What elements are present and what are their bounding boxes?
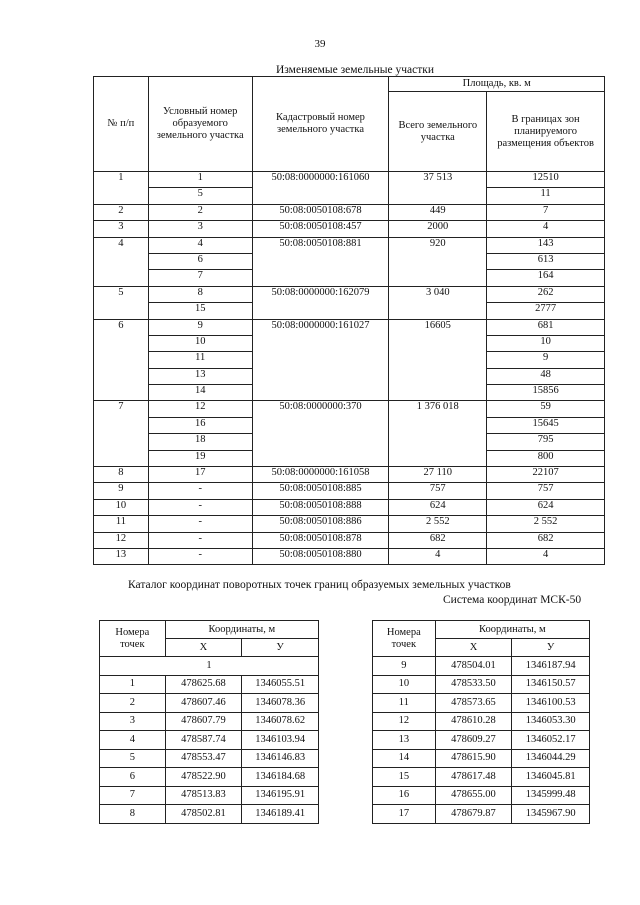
coordinate-y: 1346146.83 — [242, 749, 319, 768]
table-row — [94, 483, 605, 499]
row-number: 4 — [94, 237, 149, 286]
area-in-zones: 2 552 — [487, 516, 605, 532]
cadastral-number: 50:08:0050108:678 — [252, 204, 389, 220]
point-number: 7 — [100, 786, 166, 805]
header-x: X — [435, 639, 512, 657]
point-number: 2 — [100, 694, 166, 713]
conditional-number: 12 — [148, 401, 252, 417]
area-total: 624 — [389, 499, 487, 515]
coordinate-row — [373, 657, 590, 676]
row-number: 9 — [94, 483, 149, 499]
table-row — [94, 319, 605, 335]
coordinate-y: 1345967.90 — [512, 805, 590, 824]
table-row — [94, 401, 605, 417]
coordinate-y: 1346150.57 — [512, 675, 590, 694]
point-number: 12 — [373, 712, 436, 731]
cadastral-number: 50:08:0050108:878 — [252, 532, 389, 548]
area-in-zones: 10 — [487, 335, 605, 351]
conditional-number: 16 — [148, 417, 252, 433]
coordinate-x: 478533.50 — [435, 675, 512, 694]
table-row — [94, 499, 605, 515]
header-point-numbers: Номера точек — [100, 621, 166, 657]
cadastral-number: 50:08:0050108:886 — [252, 516, 389, 532]
header-area: Площадь, кв. м — [389, 77, 605, 92]
coordinate-row — [373, 694, 590, 713]
area-in-zones: 613 — [487, 253, 605, 269]
area-in-zones: 4 — [487, 548, 605, 564]
header-y: У — [512, 639, 590, 657]
point-number: 6 — [100, 768, 166, 787]
conditional-number: 15 — [148, 303, 252, 319]
row-number: 13 — [94, 548, 149, 564]
coordinate-y: 1346195.91 — [242, 786, 319, 805]
conditional-number: 10 — [148, 335, 252, 351]
area-in-zones: 2777 — [487, 303, 605, 319]
point-number: 3 — [100, 712, 166, 731]
cadastral-number: 50:08:0000000:161027 — [252, 319, 389, 401]
coordinate-x: 478573.65 — [435, 694, 512, 713]
coordinate-x: 478617.48 — [435, 768, 512, 787]
table-row — [94, 172, 605, 188]
conditional-number: 17 — [148, 467, 252, 483]
header-coordinates: Координаты, м — [165, 621, 318, 639]
area-in-zones: 681 — [487, 319, 605, 335]
row-number: 2 — [94, 204, 149, 220]
area-in-zones: 143 — [487, 237, 605, 253]
coordinate-row — [100, 731, 319, 750]
land-table-title: Изменяемые земельные участки — [276, 64, 434, 76]
header-x: X — [165, 639, 242, 657]
conditional-number: 1 — [148, 172, 252, 188]
header-point-numbers: Номера точек — [373, 621, 436, 657]
area-in-zones: 22107 — [487, 467, 605, 483]
table-row — [94, 548, 605, 564]
conditional-number: 9 — [148, 319, 252, 335]
row-number: 1 — [94, 172, 149, 205]
area-in-zones: 11 — [487, 188, 605, 204]
coordinate-row — [373, 749, 590, 768]
header-num: № п/п — [94, 77, 149, 172]
area-total: 682 — [389, 532, 487, 548]
point-number: 8 — [100, 805, 166, 824]
point-number: 13 — [373, 731, 436, 750]
area-in-zones: 682 — [487, 532, 605, 548]
header-conditional-number: Условный номер образуемого земельного участка — [148, 77, 252, 172]
table-row — [94, 221, 605, 237]
conditional-number: - — [148, 516, 252, 532]
conditional-number: 8 — [148, 286, 252, 302]
coordinate-y: 1346100.53 — [512, 694, 590, 713]
coordinate-row — [373, 805, 590, 824]
row-number: 10 — [94, 499, 149, 515]
catalog-title: Каталог координат поворотных точек границ образуемых земельных участков — [128, 579, 511, 591]
conditional-number: 11 — [148, 352, 252, 368]
area-total: 2000 — [389, 221, 487, 237]
area-total: 4 — [389, 548, 487, 564]
point-number: 17 — [373, 805, 436, 824]
area-in-zones: 59 — [487, 401, 605, 417]
coordinate-x: 478625.68 — [165, 675, 242, 694]
conditional-number: - — [148, 483, 252, 499]
coordinate-row — [373, 675, 590, 694]
area-in-zones: 15645 — [487, 417, 605, 433]
area-in-zones: 624 — [487, 499, 605, 515]
header-cadastral-number: Кадастровый номер земельного участка — [252, 77, 389, 172]
area-total: 449 — [389, 204, 487, 220]
point-number: 15 — [373, 768, 436, 787]
coordinate-y: 1346189.41 — [242, 805, 319, 824]
coordinate-y: 1345999.48 — [512, 786, 590, 805]
coordinate-x: 478513.83 — [165, 786, 242, 805]
coordinate-x: 478553.47 — [165, 749, 242, 768]
row-number: 8 — [94, 467, 149, 483]
coordinate-x: 478504.01 — [435, 657, 512, 676]
land-plots-table — [93, 76, 605, 565]
area-in-zones: 800 — [487, 450, 605, 466]
header-area-zones: В границах зон планируемого размещения объектов — [487, 92, 605, 172]
cadastral-number: 50:08:0050108:457 — [252, 221, 389, 237]
conditional-number: 7 — [148, 270, 252, 286]
area-total: 2 552 — [389, 516, 487, 532]
coordinate-row — [373, 712, 590, 731]
cadastral-number: 50:08:0000000:370 — [252, 401, 389, 467]
point-number: 16 — [373, 786, 436, 805]
conditional-number: - — [148, 499, 252, 515]
point-number: 10 — [373, 675, 436, 694]
point-number: 14 — [373, 749, 436, 768]
coordinate-y: 1346078.62 — [242, 712, 319, 731]
coordinate-x: 478607.79 — [165, 712, 242, 731]
conditional-number: 19 — [148, 450, 252, 466]
point-number: 4 — [100, 731, 166, 750]
coordinate-x: 478607.46 — [165, 694, 242, 713]
coordinate-row — [100, 712, 319, 731]
area-in-zones: 262 — [487, 286, 605, 302]
area-in-zones: 7 — [487, 204, 605, 220]
coordinate-row — [100, 675, 319, 694]
row-number: 12 — [94, 532, 149, 548]
conditional-number: 5 — [148, 188, 252, 204]
conditional-number: 18 — [148, 434, 252, 450]
coordinate-y: 1346052.17 — [512, 731, 590, 750]
cadastral-number: 50:08:0050108:880 — [252, 548, 389, 564]
coordinate-system-label: Система координат МСК-50 — [443, 594, 582, 606]
header-y: У — [242, 639, 319, 657]
table-row — [94, 286, 605, 302]
coordinate-x: 478615.90 — [435, 749, 512, 768]
coordinate-x: 478679.87 — [435, 805, 512, 824]
cadastral-number: 50:08:0000000:161060 — [252, 172, 389, 205]
header-area-total: Всего земельного участка — [389, 92, 487, 172]
table-row — [94, 516, 605, 532]
cadastral-number: 50:08:0050108:881 — [252, 237, 389, 286]
coordinate-x: 478609.27 — [435, 731, 512, 750]
cadastral-number: 50:08:0000000:162079 — [252, 286, 389, 319]
coordinate-row — [100, 768, 319, 787]
point-number: 5 — [100, 749, 166, 768]
table-row — [94, 204, 605, 220]
point-number: 9 — [373, 657, 436, 676]
coordinates-table-right — [372, 620, 590, 824]
coordinate-y: 1346103.94 — [242, 731, 319, 750]
conditional-number: - — [148, 548, 252, 564]
coordinate-row — [373, 768, 590, 787]
coordinate-row — [100, 694, 319, 713]
section-label: 1 — [100, 657, 319, 676]
coordinate-y: 1346045.81 — [512, 768, 590, 787]
coordinate-x: 478610.28 — [435, 712, 512, 731]
coordinate-row — [373, 786, 590, 805]
point-number: 11 — [373, 694, 436, 713]
coordinate-x: 478655.00 — [435, 786, 512, 805]
area-in-zones: 48 — [487, 368, 605, 384]
coordinate-x: 478522.90 — [165, 768, 242, 787]
coordinate-x: 478587.74 — [165, 731, 242, 750]
cadastral-number: 50:08:0000000:161058 — [252, 467, 389, 483]
area-in-zones: 15856 — [487, 385, 605, 401]
table-row — [94, 467, 605, 483]
cadastral-number: 50:08:0050108:885 — [252, 483, 389, 499]
coordinate-y: 1346184.68 — [242, 768, 319, 787]
coordinate-row — [100, 805, 319, 824]
row-number: 3 — [94, 221, 149, 237]
table-row — [94, 532, 605, 548]
conditional-number: 2 — [148, 204, 252, 220]
coordinates-table-left — [99, 620, 319, 824]
table-row — [94, 237, 605, 253]
conditional-number: 4 — [148, 237, 252, 253]
area-total: 757 — [389, 483, 487, 499]
header-coordinates: Координаты, м — [435, 621, 589, 639]
area-total: 920 — [389, 237, 487, 286]
area-total: 37 513 — [389, 172, 487, 205]
area-in-zones: 795 — [487, 434, 605, 450]
coordinate-y: 1346187.94 — [512, 657, 590, 676]
coordinate-row — [100, 749, 319, 768]
area-total: 1 376 018 — [389, 401, 487, 467]
coordinate-x: 478502.81 — [165, 805, 242, 824]
conditional-number: 3 — [148, 221, 252, 237]
coordinate-y: 1346055.51 — [242, 675, 319, 694]
row-number: 6 — [94, 319, 149, 401]
area-total: 27 110 — [389, 467, 487, 483]
area-total: 16605 — [389, 319, 487, 401]
area-total: 3 040 — [389, 286, 487, 319]
row-number: 5 — [94, 286, 149, 319]
area-in-zones: 12510 — [487, 172, 605, 188]
conditional-number: 6 — [148, 253, 252, 269]
row-number: 11 — [94, 516, 149, 532]
conditional-number: - — [148, 532, 252, 548]
conditional-number: 14 — [148, 385, 252, 401]
coordinate-row — [100, 786, 319, 805]
row-number: 7 — [94, 401, 149, 467]
cadastral-number: 50:08:0050108:888 — [252, 499, 389, 515]
area-in-zones: 4 — [487, 221, 605, 237]
page-number: 39 — [314, 38, 326, 50]
area-in-zones: 9 — [487, 352, 605, 368]
point-number: 1 — [100, 675, 166, 694]
area-in-zones: 757 — [487, 483, 605, 499]
coordinate-y: 1346053.30 — [512, 712, 590, 731]
area-in-zones: 164 — [487, 270, 605, 286]
coordinate-y: 1346078.36 — [242, 694, 319, 713]
coordinate-row — [373, 731, 590, 750]
coordinate-y: 1346044.29 — [512, 749, 590, 768]
conditional-number: 13 — [148, 368, 252, 384]
